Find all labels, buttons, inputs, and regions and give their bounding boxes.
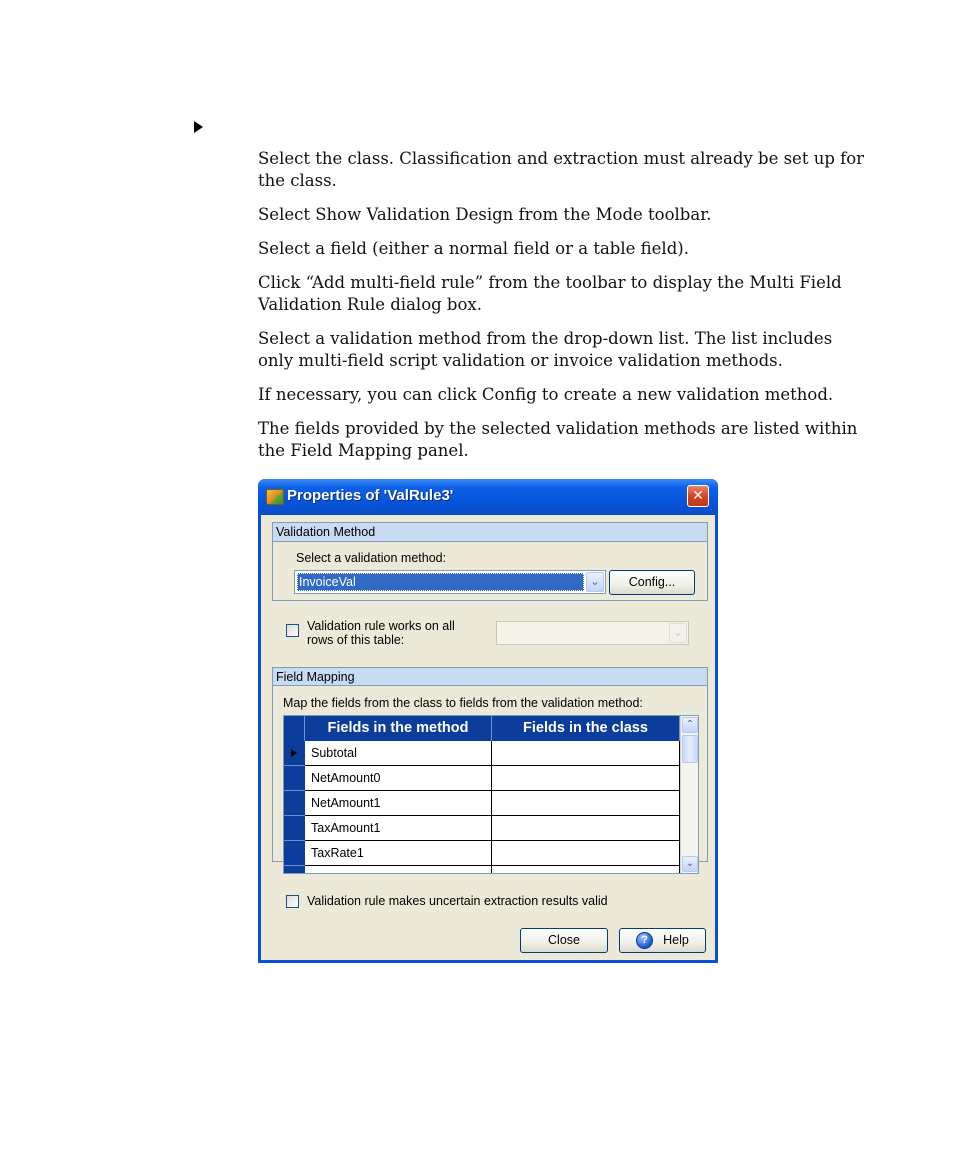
dialog-title-bar[interactable] (258, 479, 718, 515)
help-button[interactable] (619, 928, 706, 953)
method-field-cell[interactable]: Subtotal (305, 741, 492, 766)
step-2: Select Show Validation Design from the Mode toolbar. (258, 205, 712, 224)
uncertain-results-label: Validation rule makes uncertain extraction results valid (307, 894, 608, 908)
grid-corner-header (284, 716, 305, 741)
class-field-cell-partial[interactable] (492, 866, 680, 874)
step-1: Select the class. Classification and extraction must already be set up for the class. (258, 149, 865, 190)
step-5: Select a validation method from the drop-down list. The list includes only multi-field script validation or invoice validation methods. (258, 329, 833, 370)
method-field-cell[interactable]: TaxAmount1 (305, 816, 492, 841)
row-selector[interactable] (284, 766, 305, 791)
step-6: If necessary, you can click Config to create a new validation method. (258, 385, 834, 404)
step-4: Click “Add multi-field rule” from the toolbar to display the Multi Field Validation Rule dialog box. (258, 273, 842, 314)
all-rows-label-line1: Validation rule works on all (307, 619, 455, 633)
validation-method-group (272, 522, 708, 601)
row-selector[interactable] (284, 741, 305, 766)
row-selector[interactable] (284, 841, 305, 866)
close-icon[interactable]: ✕ (687, 485, 709, 507)
select-method-label: Select a validation method: (296, 551, 447, 565)
validation-method-dropdown[interactable] (294, 570, 606, 594)
method-field-cell[interactable]: TaxRate1 (305, 841, 492, 866)
method-field-cell[interactable]: NetAmount1 (305, 791, 492, 816)
scroll-up-icon[interactable]: ⌃ (682, 717, 698, 733)
app-icon (266, 489, 284, 505)
column-header-method[interactable]: Fields in the method (305, 716, 492, 741)
class-field-cell[interactable] (492, 766, 680, 791)
scroll-thumb[interactable] (682, 735, 698, 763)
all-rows-checkbox[interactable] (286, 624, 299, 637)
row-selector[interactable] (284, 816, 305, 841)
class-field-cell[interactable] (492, 791, 680, 816)
step-3: Select a field (either a normal field or a table field). (258, 239, 689, 258)
row-selector[interactable] (284, 866, 305, 874)
column-header-class[interactable]: Fields in the class (492, 716, 680, 741)
field-mapping-instruction: Map the fields from the class to fields from the validation method: (283, 696, 643, 710)
procedure-steps (258, 148, 870, 474)
procedure-bullet-arrow-icon (194, 121, 203, 133)
grid-vertical-scrollbar[interactable] (680, 716, 699, 873)
method-field-cell-partial[interactable] (305, 866, 492, 874)
chevron-down-icon[interactable]: ⌄ (586, 572, 604, 592)
dialog-title: Properties of 'ValRule3' (287, 487, 454, 504)
validation-method-selected: InvoiceVal (297, 573, 584, 591)
class-field-cell[interactable] (492, 816, 680, 841)
table-dropdown (496, 621, 689, 645)
help-icon: ? (636, 932, 653, 949)
dialog-client-area (261, 515, 715, 960)
method-field-cell[interactable]: NetAmount0 (305, 766, 492, 791)
step-7: The fields provided by the selected validation methods are listed within the Field Mapping panel. (258, 419, 858, 460)
chevron-down-icon: ⌄ (669, 623, 687, 643)
class-field-cell[interactable] (492, 841, 680, 866)
class-field-cell[interactable] (492, 741, 680, 766)
row-selector[interactable] (284, 791, 305, 816)
properties-dialog (258, 479, 718, 963)
field-mapping-grid[interactable] (283, 715, 699, 874)
all-rows-label (307, 619, 455, 647)
current-row-pointer-icon (291, 749, 297, 757)
validation-method-header: Validation Method (273, 523, 707, 542)
close-button[interactable]: Close (520, 928, 608, 953)
uncertain-results-checkbox[interactable] (286, 895, 299, 908)
scroll-down-icon[interactable]: ⌄ (682, 856, 698, 872)
config-button[interactable]: Config... (609, 570, 695, 595)
all-rows-label-line2: rows of this table: (307, 633, 405, 647)
field-mapping-header: Field Mapping (272, 667, 708, 686)
help-button-label: Help (663, 933, 689, 947)
